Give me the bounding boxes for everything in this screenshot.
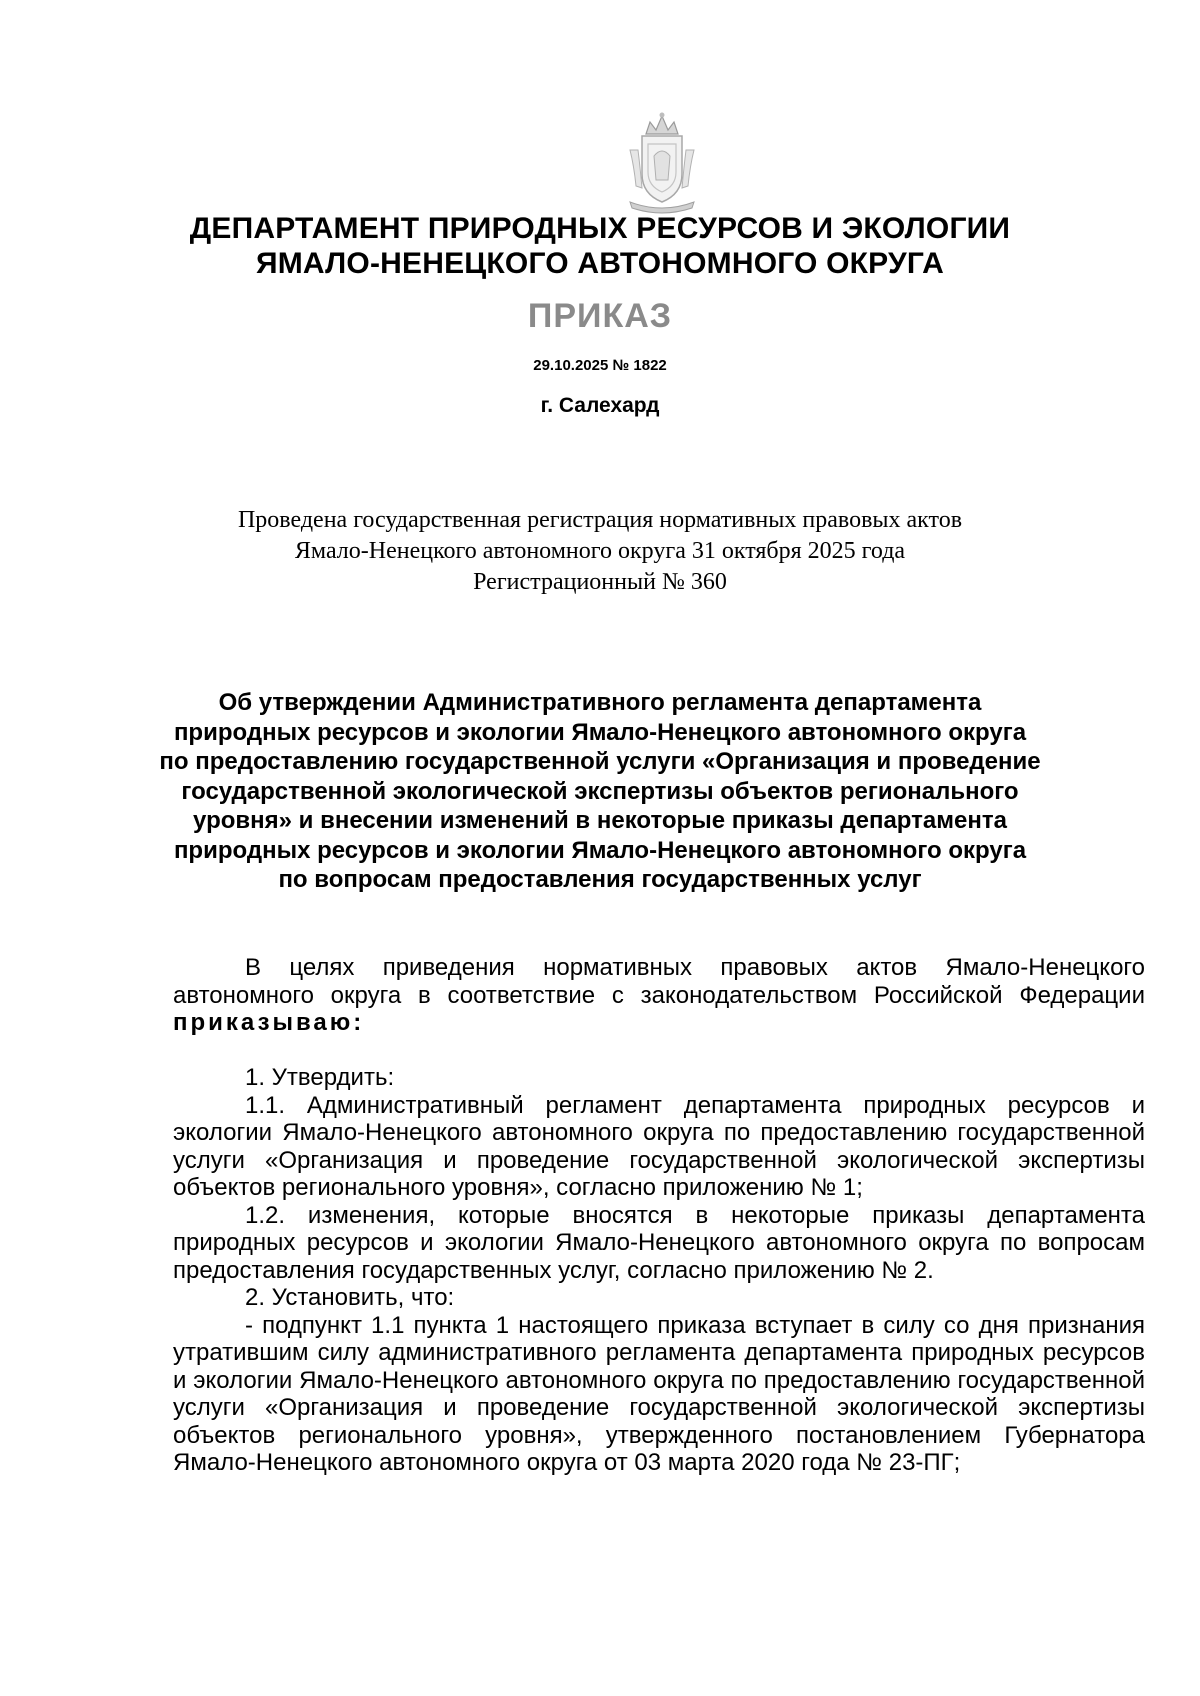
- department-name: [0, 211, 1200, 281]
- registration-note: [0, 505, 1200, 598]
- subject-line: природных ресурсов и экологии Ямало-Ненецкого автономного округа: [173, 718, 1027, 746]
- preamble-paragraph: [173, 954, 1145, 1037]
- subject-line: государственной экологической экспертизы объектов регионального: [181, 777, 1019, 805]
- item-2-dash: - подпункт 1.1 пункта 1 настоящего приказа вступает в силу со дня признания утратившим силу административного регламента департамента природных ресурсов и экологии Ямало-Ненецкого автономного округа по предоставлению государственной услуги «Организация и проведение государственной экологической экспертизы объектов регионального уровня», утвержденного постановлением Губернатора Ямало-Ненецкого автономного округа от 03 марта 2020 года № 23-ПГ;: [173, 1311, 1145, 1476]
- item-1-2: 1.2. изменения, которые вносятся в некоторые приказы департамента природных ресурсов и экологии Ямало-Ненецкого автономного округа по вопросам предоставления государственных услуг, согласно приложению № 2.: [173, 1201, 1145, 1284]
- registration-line2: Ямало-Ненецкого автономного округа 31 октября 2025 года: [294, 538, 906, 564]
- subject-line: Об утверждении Административного регламента департамента: [218, 689, 982, 716]
- item-1-1: 1.1. Административный регламент департамента природных ресурсов и экологии Ямало-Ненецкого автономного округа по предоставлению государственной услуги «Организация и проведение государственной экологической экспертизы объектов регионального уровня», согласно приложению № 1;: [173, 1091, 1145, 1201]
- registration-line1: Проведена государственная регистрация нормативных правовых актов: [237, 507, 963, 533]
- subject-line: по вопросам предоставления государственных услуг: [278, 866, 922, 893]
- preamble-text: В целях приведения нормативных правовых актов Ямало-Ненецкого автономного округа в соответствие с законодательством Российской Федерации: [173, 954, 1145, 1009]
- subject-line: природных ресурсов и экологии Ямало-Ненецкого автономного округа: [173, 836, 1027, 864]
- date-and-number: 29.10.2025 № 1822: [533, 357, 667, 374]
- department-name-line2: ЯМАЛО-НЕНЕЦКОГО АВТОНОМНОГО ОКРУГА: [255, 247, 945, 280]
- coat-of-arms-icon: [624, 110, 700, 214]
- order-body: [173, 954, 1145, 1477]
- item-1: 1. Утвердить:: [245, 1064, 395, 1091]
- subject-line: уровня» и внесении изменений в некоторые приказы департамента: [193, 807, 1007, 834]
- subject-line: по предоставлению государственной услуги «Организация и проведение: [159, 748, 1041, 775]
- order-subject-heading: [0, 688, 1200, 895]
- order-word: приказываю:: [173, 1009, 365, 1036]
- registration-line3: Регистрационный № 360: [473, 569, 727, 595]
- department-name-line1: ДЕПАРТАМЕНТ ПРИРОДНЫХ РЕСУРСОВ И ЭКОЛОГИИ: [189, 212, 1011, 245]
- city-name: г. Салехард: [540, 394, 660, 417]
- item-2: 2. Установить, что:: [245, 1284, 455, 1311]
- document-type-title: ПРИКАЗ: [527, 297, 673, 335]
